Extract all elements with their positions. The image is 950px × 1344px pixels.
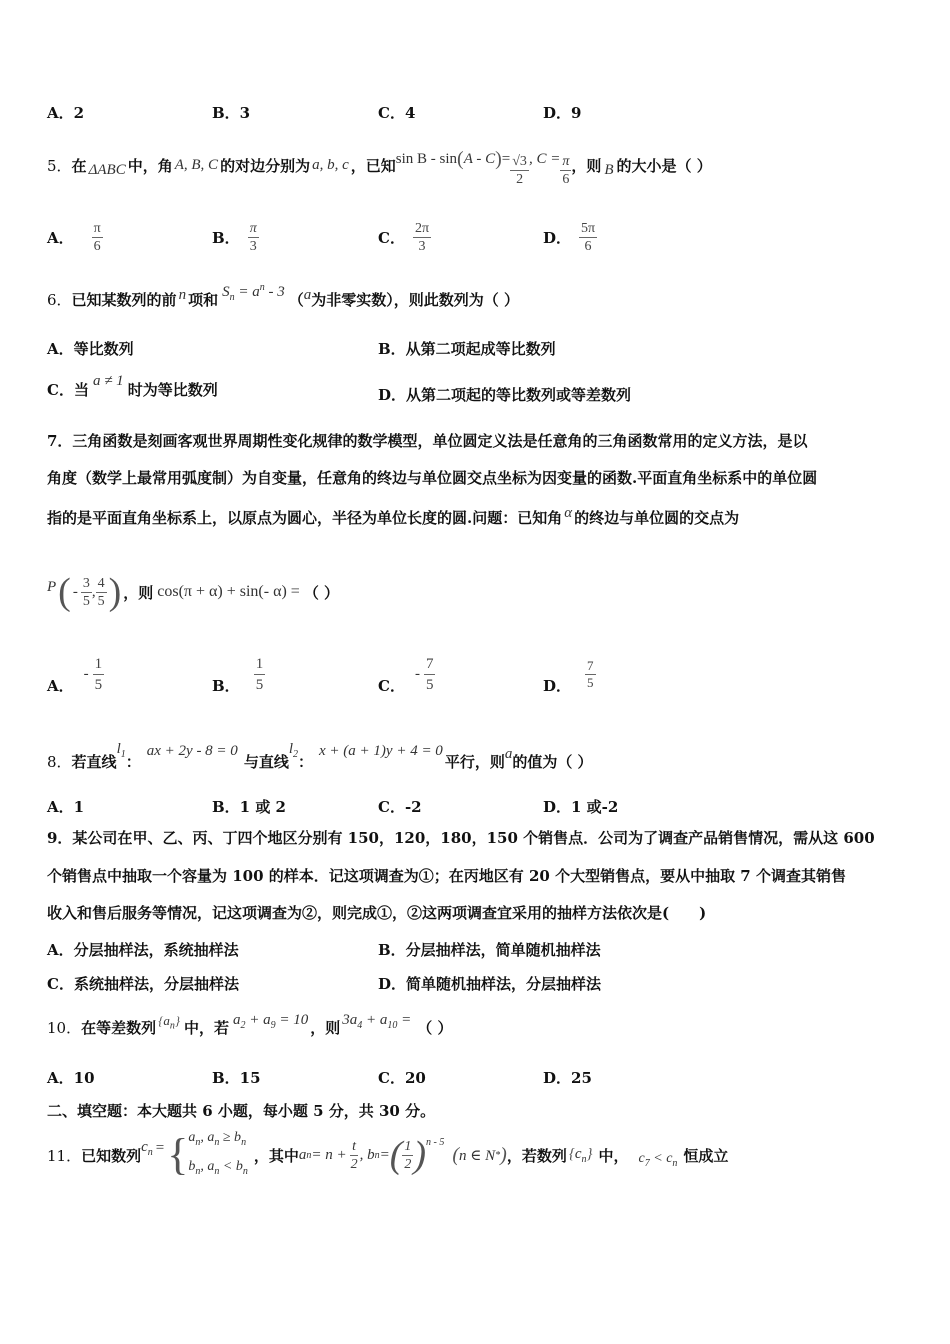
q4-option-c: C．4 <box>378 104 416 122</box>
q4-option-b: B．3 <box>212 104 251 122</box>
q8-l2 <box>289 741 298 760</box>
q5-option-a-fraction <box>92 220 103 255</box>
q10-cond-a: a <box>233 1011 241 1028</box>
q8-eq2: x + (a + 1)y + 4 = 0 <box>319 742 443 759</box>
q7-option-c-sign: - <box>414 665 420 682</box>
q10-condition <box>233 1012 308 1031</box>
q5-option-d <box>543 220 597 255</box>
q6-option-a: A．等比数列 <box>47 340 134 358</box>
q5-pi: π <box>562 153 570 169</box>
q11-case1-cond: , a <box>200 1130 215 1146</box>
q5-option-b-fraction <box>248 220 259 255</box>
q11-c: c <box>141 1138 148 1155</box>
q5-number: 5． <box>47 156 72 175</box>
q11-case2-lt: < b <box>219 1159 243 1174</box>
q11-exponent: n - 5 <box>426 1137 445 1148</box>
q7-point-line <box>47 568 339 616</box>
q11-half-den: 2 <box>404 1156 412 1172</box>
q8-l1-letter: l <box>116 740 121 757</box>
q8-l1-sub: 1 <box>120 748 126 760</box>
q7-option-d-fraction <box>585 658 596 691</box>
q5-option-b-num: π <box>249 221 257 236</box>
q6-n: n <box>178 286 187 303</box>
q11-ineq-sub2: n <box>672 1157 678 1169</box>
q8-l2-sub: 2 <box>293 748 298 760</box>
q5-sqrt3: √3 <box>512 153 527 169</box>
q6-option-c-math: a ≠ 1 <box>92 372 124 389</box>
q10-text3: ，则 <box>310 1018 341 1037</box>
q10-option-b: B．15 <box>212 1069 261 1087</box>
q11-case2-lt-sub: n <box>242 1165 248 1177</box>
q7-option-d-label: D． <box>543 676 572 695</box>
q11-cn <box>569 1146 593 1165</box>
q5-paren-open: ( <box>457 147 464 170</box>
q8-option-d: D．1 或-2 <box>543 798 619 816</box>
q7-den-5a: 5 <box>82 593 90 609</box>
q11-case1-cond-sub: n <box>214 1137 220 1148</box>
question-11 <box>47 1126 728 1184</box>
q6-s-sub: n <box>229 291 235 303</box>
q6-text3: （ <box>288 290 304 309</box>
q8-a: a <box>504 745 513 762</box>
q8-eq1: ax + 2y - 8 = 0 <box>146 742 238 759</box>
q9-option-a: A．分层抽样法，系统抽样法 <box>47 941 239 959</box>
q7-point-p: P <box>47 578 57 595</box>
q6-text1: 已知某数列的前 <box>71 290 177 309</box>
q7-paren-close: ) <box>108 571 122 613</box>
q11-an-eq: = n + <box>311 1146 347 1163</box>
q11-t-over-2 <box>349 1138 360 1173</box>
q7-option-a-num: 1 <box>93 654 105 675</box>
q11-text5: 恒成立 <box>683 1146 729 1165</box>
q5-equation <box>396 131 572 188</box>
q11-case-2 <box>188 1155 247 1184</box>
q10-expr-sub2: 10 <box>387 1019 398 1031</box>
q11-eq: = <box>155 1139 165 1156</box>
q6-text2: 项和 <box>188 290 219 309</box>
q5-option-c-fraction <box>413 220 431 255</box>
q11-bn-sub: n <box>374 1149 380 1161</box>
q5-pi-over-6 <box>560 153 571 188</box>
q7-option-c-fraction <box>424 654 436 695</box>
q11-case2-cond-sub: n <box>214 1165 220 1177</box>
q11-number: 11． <box>47 1146 82 1165</box>
q4-option-a: A．2 <box>47 104 85 122</box>
q11-cn-brace-open: { <box>568 1145 575 1162</box>
q6-option-c-pre: C．当 <box>47 380 89 399</box>
q7-option-c-den: 5 <box>425 676 434 693</box>
q7-blank: （ ） <box>303 583 340 602</box>
q9-line-2: 个销售点中抽取一个容量为 100 的样本．记这项调查为①；在丙地区有 20 个大型销售点，要从中抽取 7 个调查其销售 <box>47 867 846 885</box>
q11-t: t <box>352 1138 357 1154</box>
q7-expression: cos(π + α) + sin(- α) = <box>157 583 300 600</box>
q8-text2: 与直线 <box>243 752 289 771</box>
q10-expr-3a: 3a <box>342 1011 358 1028</box>
q7-line-1: 7．三角函数是刻画客观世界周期性变化规律的数学模型，单位圆定义法是任意角的三角函数常用的定义方法，是以 <box>47 432 808 450</box>
q9-option-c: C．系统抽样法，分层抽样法 <box>47 975 239 993</box>
q6-s: S <box>222 283 230 300</box>
q10-expr-plus: + a <box>362 1011 388 1028</box>
q11-cn-sub: n <box>581 1153 587 1165</box>
q10-cond-sub2: 9 <box>270 1019 276 1031</box>
q5-den-2: 2 <box>516 171 524 187</box>
q10-text4: （ ） <box>417 1018 453 1037</box>
q11-c-sub: n <box>147 1146 153 1158</box>
q9-line-1: 9．某公司在甲、乙、丙、丁四个地区分别有 150，120，180，150 个销售点．公司为了调查产品销售情况，需从这 600 <box>47 829 875 847</box>
q6-sup: n <box>259 281 265 293</box>
q5-option-b <box>212 220 259 255</box>
q7-line-2: 角度（数学上最常用弧度制）为自变量，任意角的终边与单位圆交点坐标为因变量的函数.平面直角坐标系中的单位圆 <box>47 469 818 487</box>
q11-case2-b: b <box>188 1159 196 1174</box>
q7-line-3-post: 的终边与单位圆的交点为 <box>574 508 740 527</box>
q5-triangle: ΔABC <box>88 161 126 178</box>
q5-text6: 的大小是（ ） <box>616 156 712 175</box>
q11-case1-a-sub: n <box>195 1137 201 1148</box>
q11-an: a <box>298 1146 307 1163</box>
q7-option-b-den: 5 <box>255 676 264 693</box>
question-6 <box>47 282 519 316</box>
q8-option-b: B．1 或 2 <box>212 798 286 816</box>
q5-text3: 的对边分别为 <box>220 156 311 175</box>
q5-option-d-label: D． <box>543 229 572 247</box>
q11-paren-open: ( <box>389 1134 403 1176</box>
q11-cn-letter: c <box>574 1145 582 1162</box>
q9-line-3: 收入和售后服务等情况，记这项调查为②，则完成①，②这两项调查宜采用的抽样方法依次是( ) <box>47 904 707 922</box>
q5-text5: ，则 <box>571 156 602 175</box>
q10-seq-sub: n <box>169 1020 175 1032</box>
q8-colon1: ： <box>125 752 141 771</box>
q7-option-b-fraction <box>254 654 266 695</box>
q10-brace-close: } <box>174 1012 181 1028</box>
q11-text2: ，其中 <box>253 1146 299 1165</box>
q11-ineq-c: c <box>638 1151 645 1167</box>
q11-domain-sup: * <box>495 1149 501 1161</box>
q5-option-d-den: 6 <box>584 239 592 254</box>
q11-half-num: 1 <box>404 1138 412 1154</box>
q8-text1: 若直线 <box>71 752 117 771</box>
q11-ineq-sub1: 7 <box>644 1157 650 1169</box>
q11-domain: n ∈ N <box>459 1147 496 1164</box>
q8-l2-letter: l <box>288 740 293 757</box>
q10-number: 10． <box>47 1018 82 1037</box>
q8-text3: 平行，则 <box>444 752 505 771</box>
q5-option-c-den: 3 <box>418 239 426 254</box>
q7-den-5b: 5 <box>97 593 105 609</box>
q11-t-den: 2 <box>350 1156 358 1172</box>
q7-option-c-label: C． <box>378 676 405 695</box>
q6-number: 6． <box>47 290 72 309</box>
q5-option-c <box>378 220 431 255</box>
q6-option-b: B．从第二项起成等比数列 <box>378 340 556 358</box>
q11-case1-ge-sub: n <box>241 1137 247 1148</box>
q5-option-a-den: 6 <box>93 239 101 254</box>
q5-angles: A, B, C <box>174 156 219 173</box>
q6-eq: = a <box>238 283 260 300</box>
q7-option-d-num: 7 <box>587 657 594 673</box>
question-5 <box>47 140 712 190</box>
q7-option-b <box>212 652 265 696</box>
q11-an-sub: n <box>306 1149 312 1161</box>
q10-option-c: C．20 <box>378 1069 426 1087</box>
q7-option-c <box>378 652 435 696</box>
q6-minus: - 3 <box>264 283 285 300</box>
q10-expression <box>342 1012 411 1031</box>
q5-text1: 在 <box>71 156 87 175</box>
q11-case2-cond: , a <box>200 1159 215 1174</box>
q5-text2: 中，角 <box>127 156 173 175</box>
q11-case2-b-sub: n <box>195 1165 201 1177</box>
question-8 <box>47 734 593 778</box>
q11-bn: , b <box>359 1146 375 1163</box>
q11-half <box>402 1138 413 1173</box>
q11-brace: { <box>167 1130 189 1179</box>
q7-frac-4-5 <box>96 575 107 610</box>
q5-option-a-label: A． <box>47 229 74 247</box>
q7-num-3: 3 <box>82 575 90 591</box>
q6-formula <box>222 282 285 303</box>
q5-text4: ，已知 <box>350 156 396 175</box>
q5-eq-equals: = <box>501 150 511 167</box>
q5-option-b-label: B． <box>212 229 240 247</box>
q10-option-d: D．25 <box>543 1069 592 1087</box>
q7-option-d-den: 5 <box>587 674 594 690</box>
q6-a: a <box>303 286 312 303</box>
q10-cond-plus: + a <box>245 1011 271 1028</box>
q11-domain-open: ( <box>452 1143 460 1166</box>
q11-domain-close: ) <box>500 1143 507 1166</box>
q7-frac-3-5 <box>81 575 92 610</box>
q8-l1 <box>117 741 126 760</box>
q5-eq-mid: A - C <box>463 150 496 167</box>
q6-option-c-post: 时为等比数列 <box>127 380 218 399</box>
q7-option-b-label: B． <box>212 676 240 695</box>
q7-then: ，则 <box>123 583 154 602</box>
q6-option-d: D．从第二项起的等比数列或等差数列 <box>378 386 632 404</box>
q5-c-eq: , C = <box>528 150 561 167</box>
q11-cn-brace-close: } <box>586 1145 593 1162</box>
q5-eq-left: sin B - sin <box>395 150 458 167</box>
q10-text2: 中，若 <box>184 1018 230 1037</box>
q11-case-1 <box>188 1126 247 1155</box>
q11-inequality <box>639 1151 678 1169</box>
q7-comma: , <box>91 583 96 600</box>
q5-option-c-num: 2π <box>414 221 430 236</box>
q11-text1: 已知数列 <box>81 1146 142 1165</box>
q7-alpha: α <box>564 504 573 521</box>
q6-text4: 为非零实数），则此数列为（ ） <box>311 290 519 309</box>
q11-paren-close: ) <box>413 1134 427 1176</box>
q11-text3: ，若数列 <box>506 1146 567 1165</box>
q7-line-3 <box>47 500 739 534</box>
q11-case1-ge: ≥ b <box>219 1130 242 1146</box>
q8-text4: 的值为（ ） <box>512 752 593 771</box>
q10-seq-a: a <box>163 1012 170 1028</box>
question-10 <box>47 1005 453 1049</box>
q5-option-d-num: 5π <box>581 221 596 236</box>
q9-option-b: B．分层抽样法，简单随机抽样法 <box>378 941 601 959</box>
q5-b: B <box>604 161 614 178</box>
q10-option-a: A．10 <box>47 1069 95 1087</box>
q11-cases <box>188 1126 247 1184</box>
q10-cond-sub1: 2 <box>240 1019 246 1031</box>
q7-paren-open: ( <box>58 571 71 613</box>
q5-sqrt3-over-2 <box>510 153 529 188</box>
q7-num-4: 4 <box>97 575 105 591</box>
q11-an-def <box>299 1135 507 1175</box>
q6-option-c <box>47 372 218 406</box>
q7-option-a-label: A． <box>47 676 74 695</box>
q8-number: 8． <box>47 752 72 771</box>
q8-option-a: A．1 <box>47 798 85 816</box>
q11-case1-a: a <box>188 1130 196 1146</box>
q5-option-a <box>47 220 103 255</box>
q11-text4: 中， <box>598 1146 629 1165</box>
q5-option-d-fraction <box>579 220 597 255</box>
q5-paren-close: ) <box>495 147 502 170</box>
q7-option-a-den: 5 <box>94 676 103 693</box>
q11-bn-eq: = <box>379 1146 390 1163</box>
q7-minus: - <box>72 583 78 600</box>
q8-option-c: C．-2 <box>378 798 422 816</box>
q7-option-a-sign: - <box>83 665 89 682</box>
q11-ineq-lt: < c <box>649 1151 673 1167</box>
q7-option-a-fraction <box>93 654 105 695</box>
q10-expr-eq: = <box>397 1011 412 1028</box>
section-2-heading: 二、填空题：本大题共 6 小题，每小题 5 分，共 30 分。 <box>47 1102 436 1120</box>
q10-sequence <box>158 1013 180 1032</box>
q7-option-a <box>47 652 104 696</box>
q8-colon2: ： <box>298 752 314 771</box>
q5-den-6: 6 <box>562 171 570 187</box>
q4-option-d: D．9 <box>543 104 582 122</box>
q7-option-c-num: 7 <box>424 654 436 675</box>
q7-line-3-pre: 指的是平面直角坐标系上，以原点为圆心，半径为单位长度的圆.问题：已知角 <box>47 508 563 527</box>
q7-option-b-num: 1 <box>254 654 266 675</box>
q5-option-a-num: π <box>93 221 101 236</box>
q10-text1: 在等差数列 <box>81 1018 157 1037</box>
q9-option-d: D．简单随机抽样法，分层抽样法 <box>378 975 602 993</box>
q7-option-d <box>543 652 596 696</box>
q10-cond-eq: = 10 <box>275 1011 309 1028</box>
q11-cn-def <box>141 1139 153 1158</box>
q5-option-c-label: C． <box>378 229 405 247</box>
q5-sides: a, b, c <box>312 156 349 173</box>
q5-option-b-den: 3 <box>249 239 257 254</box>
q10-expr-sub1: 4 <box>357 1019 363 1031</box>
q10-brace-open: { <box>158 1012 164 1028</box>
